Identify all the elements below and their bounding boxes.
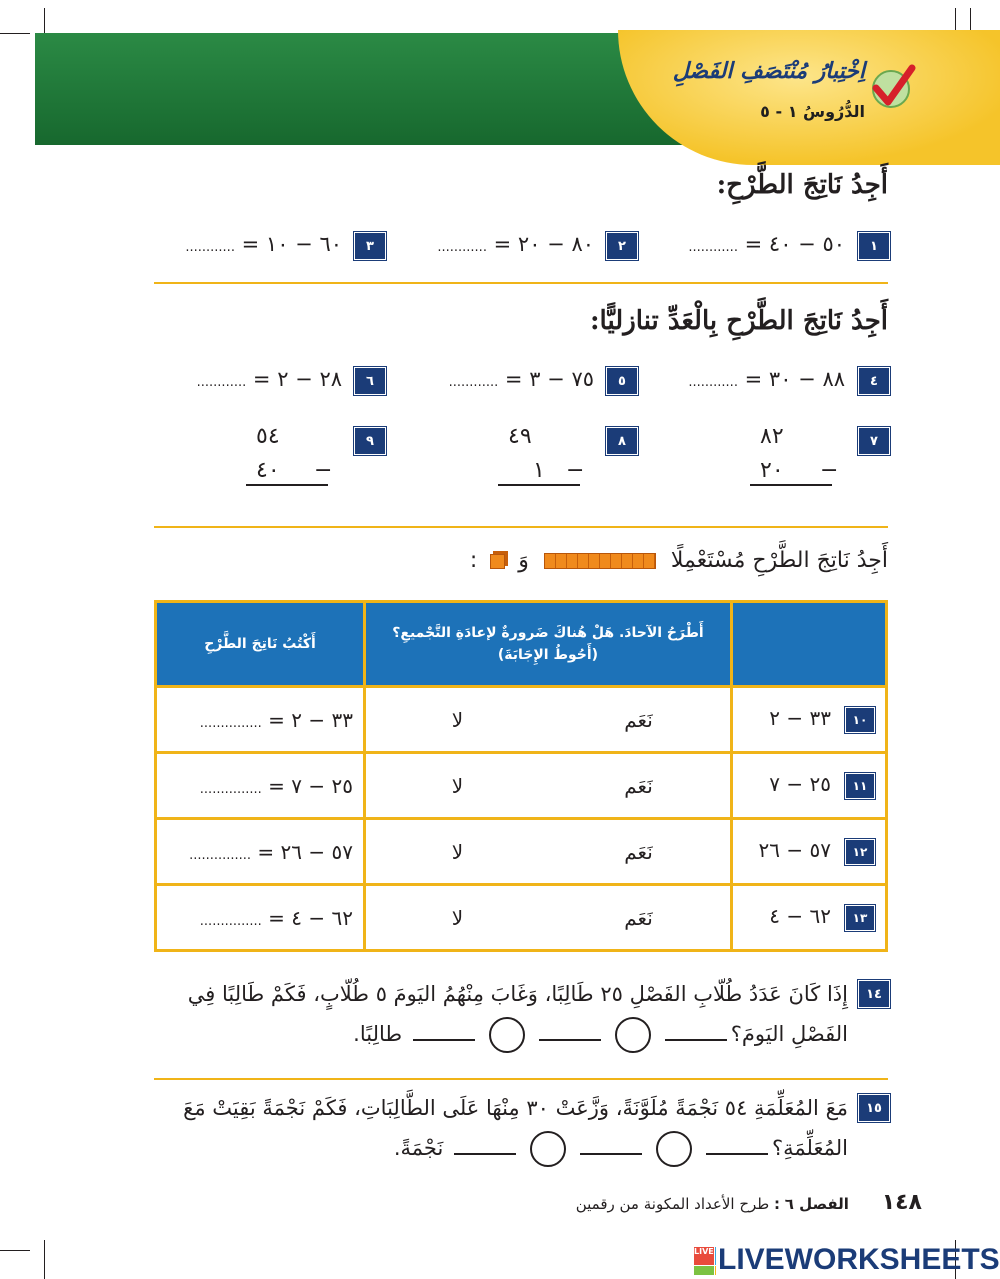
logo-badge: LIVE	[694, 1247, 714, 1265]
footer-separator: :	[774, 1195, 781, 1213]
row-expression	[732, 753, 887, 819]
no-option[interactable]: لا	[451, 839, 464, 864]
answer-blank[interactable]: ...............	[199, 781, 262, 797]
yes-option[interactable]: نَعَم	[624, 707, 653, 732]
answer-blank[interactable]: ...............	[199, 715, 262, 731]
table-row	[156, 687, 887, 753]
table-row	[156, 753, 887, 819]
answer-line[interactable]	[498, 484, 580, 486]
section1-title: أَجِدُ نَاتِجَ الطَّرْحِ:	[716, 170, 888, 200]
minuend: ٤٩	[508, 424, 532, 449]
question-number: ١٠	[845, 707, 875, 733]
question-number: ١١	[845, 773, 875, 799]
equation: ٧٥ − ٣ = ............	[448, 367, 594, 391]
liveworksheets-logo-icon	[694, 1247, 716, 1275]
section3-title-text: أَجِدُ نَاتِجَ الطَّرْحِ مُسْتَعْمِلًا	[670, 548, 888, 573]
table-header-row	[156, 602, 887, 687]
crop-mark	[0, 33, 30, 34]
expression-text: ٦٢ − ٤	[769, 904, 831, 929]
answer-blank[interactable]: ............	[688, 240, 738, 255]
minuend: ٥٤	[256, 424, 280, 449]
question-number: ١٤	[858, 980, 890, 1008]
answer-blank[interactable]: ............	[688, 375, 738, 390]
answer-blank[interactable]	[454, 1137, 516, 1155]
problem-line: مَعَ المُعَلِّمَةِ ٥٤ نَجْمَةً مُلَوَّنَةً، وَزَّعَتْ ٣٠ مِنْهَا عَلَى الطَّالِبَاتِ، فَكَمْ نَجْمَةً بَقِيَتْ مَعَ	[183, 1096, 848, 1120]
problem-answer-line	[158, 1015, 848, 1055]
row-choices	[365, 885, 732, 951]
question-number: ٧	[858, 427, 890, 455]
equation: ٨٠ − ٢٠ = ............	[437, 232, 594, 256]
answer-blank[interactable]: ............	[448, 375, 499, 390]
question-number: ١٢	[845, 839, 875, 865]
unit-text: نَجْمَةً.	[393, 1135, 444, 1160]
header-circle-text: (أَحُوطُ الإِجَابَةَ)	[497, 647, 599, 663]
minus-sign: −	[820, 458, 839, 483]
answer-line[interactable]	[246, 484, 328, 486]
section3-title	[470, 548, 888, 573]
row-expression	[732, 819, 887, 885]
equation: ٥٠ − ٤٠ = ............	[688, 232, 845, 256]
header-title: اِخْتِبارُ مُنْتَصَفِ الفَصْلِ	[672, 58, 865, 84]
crop-mark	[0, 1250, 30, 1251]
question-number: ٦	[354, 367, 386, 395]
question-number: ١	[858, 232, 890, 260]
table-row	[156, 819, 887, 885]
and-text: وَ	[518, 548, 529, 573]
row-result	[156, 753, 365, 819]
checkmark-icon	[866, 62, 916, 112]
crop-mark	[44, 1240, 45, 1279]
answer-blank[interactable]	[539, 1023, 601, 1041]
header-regroup-text: أَطْرَحُ الآحادَ. هَلْ هُناكَ ضَرورةٌ لإعادَةِ التَّجْميعِ؟	[392, 625, 704, 641]
subtrahend: ١	[533, 458, 545, 483]
answer-blank[interactable]: ...............	[189, 847, 252, 863]
problem-text	[158, 975, 848, 1055]
problem-text	[158, 1089, 848, 1169]
yes-option[interactable]: نَعَم	[624, 839, 653, 864]
operation-circle[interactable]	[615, 1017, 651, 1053]
answer-blank[interactable]: ............	[185, 240, 235, 255]
expression-text: ٢٥ − ٧	[769, 772, 831, 797]
chapter-title: طرح الأعداد المكونة من رقمين	[575, 1195, 770, 1213]
question-number: ١٥	[858, 1094, 890, 1122]
question-number: ٨	[606, 427, 638, 455]
answer-blank[interactable]	[580, 1137, 642, 1155]
divider	[154, 1078, 888, 1080]
question-number: ٤	[858, 367, 890, 395]
row-expression	[732, 885, 887, 951]
problem-answer-line	[158, 1129, 848, 1169]
page-number: ١٤٨	[881, 1190, 922, 1215]
yes-option[interactable]: نَعَم	[624, 905, 653, 930]
result-text: ٢٥ − ٧ =	[268, 773, 353, 798]
answer-line[interactable]	[750, 484, 832, 486]
divider	[154, 526, 888, 528]
footer	[576, 1190, 922, 1215]
minus-sign: −	[314, 458, 333, 483]
row-choices	[365, 753, 732, 819]
ones-cube-icon	[490, 554, 505, 569]
row-result	[156, 885, 365, 951]
answer-blank[interactable]: ............	[437, 240, 487, 255]
divider	[154, 282, 888, 284]
row-expression	[732, 687, 887, 753]
question-number: ٩	[354, 427, 386, 455]
colon-text: :	[469, 548, 478, 573]
row-choices	[365, 819, 732, 885]
yes-option[interactable]: نَعَم	[624, 773, 653, 798]
unit-text: طالِبًا.	[353, 1021, 403, 1046]
equation: ٢٨ − ٢ = ............	[196, 367, 342, 391]
header-lessons: الدُّرُوسُ ١ - ٥	[760, 102, 865, 121]
question-number: ١٣	[845, 905, 875, 931]
question-number: ٣	[354, 232, 386, 260]
expression-text: ٣٣ − ٢	[769, 706, 831, 731]
answer-blank[interactable]: ............	[196, 375, 247, 390]
answer-blank[interactable]	[665, 1023, 727, 1041]
result-text: ٣٣ − ٢ =	[268, 707, 353, 732]
equation: ٦٠ − ١٠ = ............	[185, 232, 342, 256]
subtraction-table	[154, 600, 888, 952]
tens-rod-icon	[544, 553, 656, 569]
no-option[interactable]: لا	[451, 773, 464, 798]
result-text: ٦٢ − ٤ =	[268, 905, 353, 930]
result-text: ٥٧ − ٢٦ =	[257, 839, 353, 864]
row-choices	[365, 687, 732, 753]
answer-blank[interactable]: ...............	[199, 913, 262, 929]
subtrahend: ٤٠	[256, 458, 280, 483]
problem-line: الفَصْلِ اليَومَ؟	[730, 1021, 848, 1046]
chapter-number: الفصل ٦	[784, 1195, 849, 1213]
problem-line: المُعَلِّمَةِ؟	[771, 1135, 848, 1160]
answer-blank[interactable]	[413, 1023, 475, 1041]
no-option[interactable]: لا	[451, 707, 464, 732]
section2-title: أَجِدُ نَاتِجَ الطَّرْحِ بِالْعَدِّ تنازليًّا:	[589, 306, 888, 336]
operation-circle[interactable]	[656, 1131, 692, 1167]
question-number: ٢	[606, 232, 638, 260]
problem-line: إِذَا كَانَ عَدَدُ طُلّابِ الفَصْلِ ٢٥ طَالِبًا، وَغَابَ مِنْهُمُ اليَومَ ٥ طُلّابٍ، فَكَمْ طَالِبًا فِي	[187, 982, 848, 1006]
equation: ٨٨ − ٣٠ = ............	[688, 367, 845, 391]
question-number: ٥	[606, 367, 638, 395]
subtrahend: ٢٠	[760, 458, 784, 483]
minuend: ٨٢	[760, 424, 784, 449]
table-row	[156, 885, 887, 951]
row-result	[156, 819, 365, 885]
header-regroup	[365, 602, 732, 687]
no-option[interactable]: لا	[451, 905, 464, 930]
expression-text: ٥٧ − ٢٦	[758, 838, 831, 863]
header-blank	[732, 602, 887, 687]
header-result: أَكْتُبُ نَاتِجَ الطَّرْحِ	[156, 602, 365, 687]
answer-blank[interactable]	[706, 1137, 768, 1155]
row-result	[156, 687, 365, 753]
operation-circle[interactable]	[489, 1017, 525, 1053]
watermark-text: LIVEWORKSHEETS	[718, 1243, 1000, 1276]
minus-sign: −	[566, 458, 585, 483]
operation-circle[interactable]	[530, 1131, 566, 1167]
